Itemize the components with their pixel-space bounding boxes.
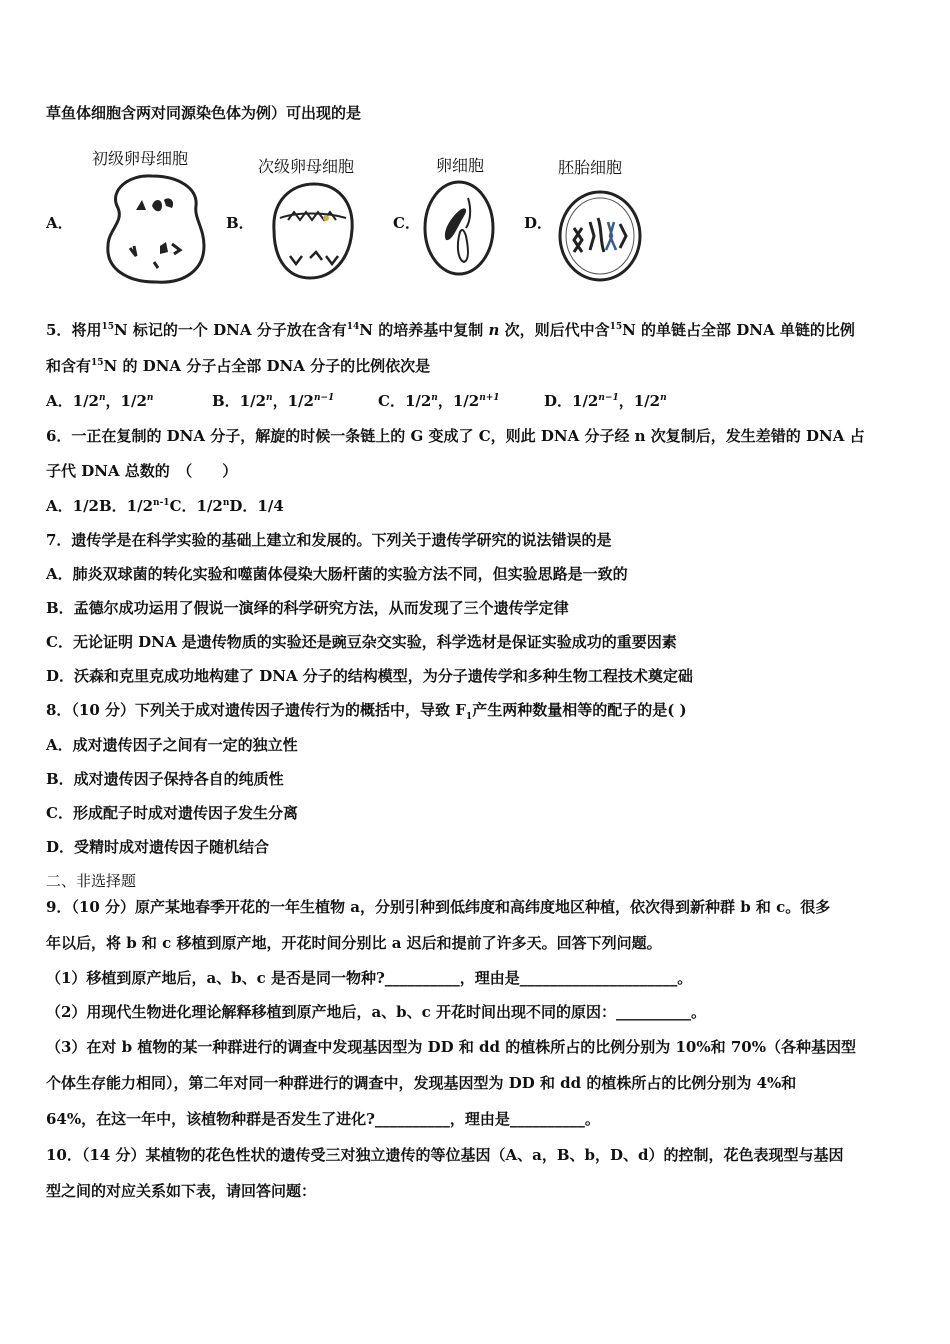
caption-secondary-oocyte: 次级卵母细胞: [258, 157, 355, 176]
q8-sub-1: 1: [465, 712, 473, 722]
q5-text-5: N 的单链占全部 DNA 单链的比例: [622, 321, 855, 339]
q5-text-2: N 标记的一个 DNA 分子放在含有: [113, 321, 347, 339]
q6-sup-1: n-1: [153, 498, 170, 508]
caption-embryo-cell: 胚胎细胞: [558, 158, 623, 177]
q7-option-d[interactable]: D．沃森和克里克成功地构建了 DNA 分子的结构模型，为分子遗传学和多种生物工程技术奠定础: [46, 667, 693, 685]
q8-option-a[interactable]: A．成对遗传因子之间有一定的独立性: [46, 736, 298, 754]
q9-sub3-line3: 64%，在这一年中，该植物种群是否发生了进化?__________，理由是__________。: [46, 1110, 600, 1128]
q6-line2: 子代 DNA 总数的 （ ）: [46, 462, 238, 480]
q6-options-ab[interactable]: A．1/2B．1/2: [46, 497, 154, 515]
q5-text-3: N 的培养基中复制: [359, 321, 484, 339]
q5-line2: [46, 356, 910, 376]
q10-line2: 型之间的对应关系如下表，请回答问题：: [46, 1182, 317, 1200]
q6-line1: 6．一正在复制的 DNA 分子，解旋的时候一条链上的 G 变成了 C，则此 DNA 分子经 n 次复制后，发生差错的 DNA 占: [46, 427, 865, 445]
q5-sup-15: 15: [101, 322, 114, 332]
q9-sub3-line2: 个体生存能力相同），第二年对同一种群进行的调查中，发现基因型为 DD 和 dd 的植株所占的比例分别为 4%和: [46, 1074, 797, 1092]
q5-option-d[interactable]: D．$1/2^{n-1}$，1/2$^n$: [544, 392, 667, 410]
q5-text-4: 次，则后代中含: [504, 321, 610, 339]
q5-option-b[interactable]: B．1/2$^n$，$1/2^{n-1}$: [212, 392, 335, 410]
egg-cell-icon: [420, 176, 498, 280]
embryo-cell-icon: [556, 188, 644, 284]
q6-sup-2: n: [222, 498, 230, 508]
q5-text-6: 和含有: [46, 357, 92, 375]
q8-option-c[interactable]: C．形成配子时成对遗传因子发生分离: [46, 804, 298, 822]
q10-line1: 10．（14 分）某植物的花色性状的遗传受三对独立遗传的等位基因（A、a，B、b，D、d）的控制，花色表现型与基因: [46, 1146, 844, 1164]
q5-sup-15b: 15: [609, 322, 623, 332]
q9-sub2: （2）用现代生物进化理论解释移植到原产地后，a、b、c 开花时间出现不同的原因：__________。: [46, 1003, 707, 1021]
q5-option-c[interactable]: C．1/2$^n$，$1/2^{n+1}$: [378, 392, 500, 410]
primary-oocyte-cell-icon: [100, 170, 212, 288]
q5-number: 5．: [46, 321, 72, 339]
option-d-letter[interactable]: D．: [524, 214, 553, 232]
secondary-oocyte-cell-icon: [266, 178, 358, 284]
q8-option-d[interactable]: D．受精时成对遗传因子随机结合: [46, 838, 270, 856]
q4-stem-tail: 草鱼体细胞含两对同源染色体为例）可出现的是: [46, 104, 362, 122]
option-c-letter[interactable]: C．: [393, 214, 420, 232]
q5-var-n: n: [488, 321, 500, 339]
q8-stem-b: 产生两种数量相等的配子的是( ): [472, 701, 687, 719]
q6-options[interactable]: [46, 496, 910, 516]
q5-line1: [46, 320, 910, 340]
q7-option-a[interactable]: A．肺炎双球菌的转化实验和噬菌体侵染大肠杆菌的实验方法不同，但实验思路是一致的: [46, 565, 628, 583]
q9-sub3-line1: （3）在对 b 植物的某一种群进行的调查中发现基因型为 DD 和 dd 的植株所占的比例分别为 10%和 70%（各种基因型: [46, 1038, 856, 1056]
option-a-letter[interactable]: A．: [46, 214, 73, 232]
q5-options: [46, 391, 910, 411]
section-heading-nonchoice: 二、非选择题: [46, 872, 137, 890]
q5-sup-14: 14: [346, 322, 360, 332]
q9-line2: 年以后，将 b 和 c 移植到原产地，开花时间分别比 a 迟后和提前了许多天。回答下列问题。: [46, 934, 662, 952]
q7-option-c[interactable]: C．无论证明 DNA 是遗传物质的实验还是豌豆杂交实验，科学选材是保证实验成功的重要因素: [46, 633, 677, 651]
q6-option-c[interactable]: C．1/2: [169, 497, 223, 515]
q8-option-b[interactable]: B．成对遗传因子保持各自的纯质性: [46, 770, 284, 788]
q7-option-b[interactable]: B．孟德尔成功运用了假说一演绎的科学研究方法，从而发现了三个遗传学定律: [46, 599, 569, 617]
q8-stem-a: 8．（10 分）下列关于成对遗传因子遗传行为的概括中，导致 F: [46, 701, 466, 719]
caption-primary-oocyte: 初级卵母细胞: [92, 149, 189, 168]
q9-sub1: （1）移植到原产地后，a、b、c 是否是同一物种?__________，理由是_____________________。: [46, 969, 693, 987]
q5-text-7: N 的 DNA 分子占全部 DNA 分子的比例依次是: [103, 357, 431, 375]
q8-stem: [46, 700, 910, 720]
q9-line1: 9．（10 分）原产某地春季开花的一年生植物 a，分别引种到低纬度和高纬度地区种植，依次得到新种群 b 和 c。很多: [46, 898, 831, 916]
option-b-letter[interactable]: B．: [226, 214, 254, 232]
q5-option-a[interactable]: A．1/2$^n$，1/2$^n$: [46, 392, 154, 410]
q5-text-1: 将用: [71, 321, 102, 339]
q7-stem: 7．遗传学是在科学实验的基础上建立和发展的。下列关于遗传学研究的说法错误的是: [46, 531, 612, 549]
caption-egg-cell: 卵细胞: [436, 156, 485, 175]
q6-option-d[interactable]: D．1/4: [229, 497, 284, 515]
q5-sup-15c: 15: [91, 358, 104, 368]
